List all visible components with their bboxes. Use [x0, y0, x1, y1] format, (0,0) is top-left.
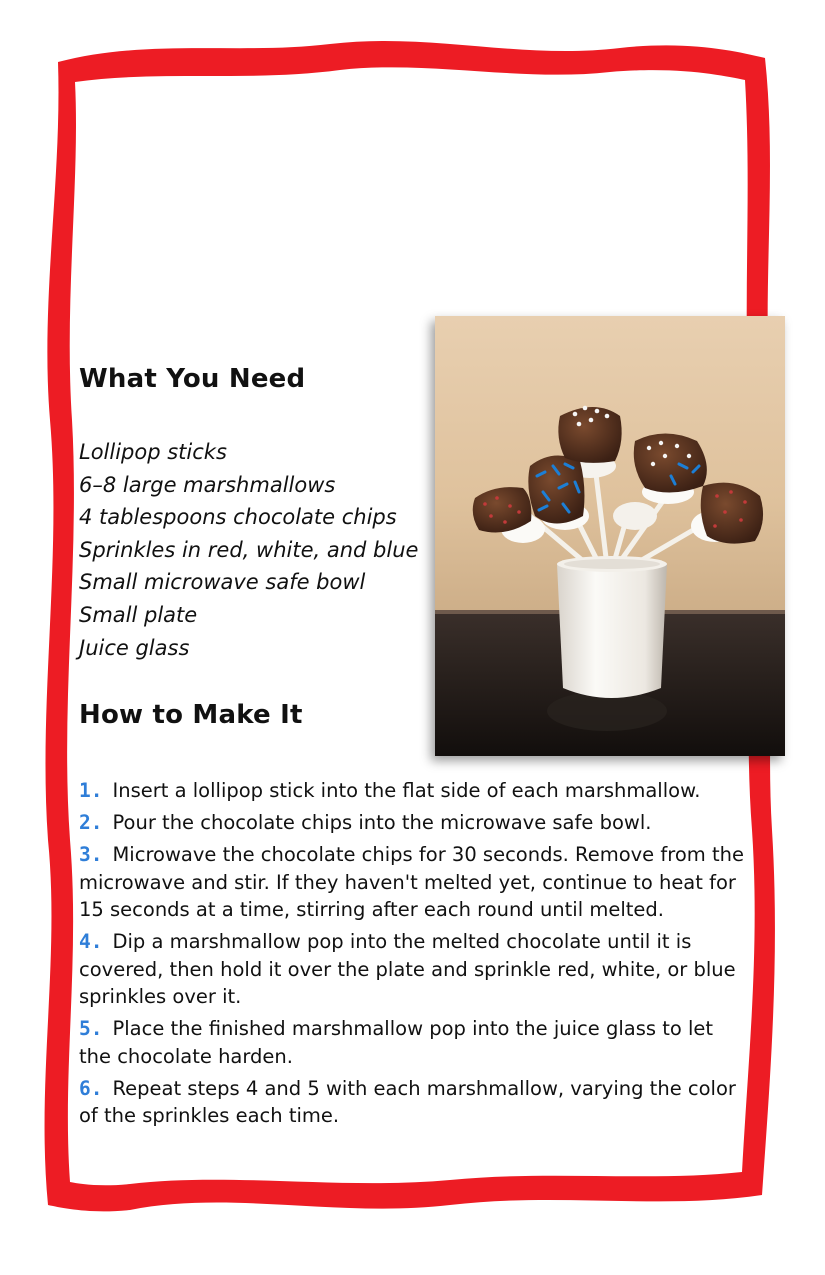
marshmallow-pops-illustration [435, 316, 785, 756]
ingredient-item: Lollipop sticks [79, 440, 227, 464]
ingredient-item: Small plate [79, 602, 198, 627]
step-item [79, 809, 744, 837]
what-you-need-heading: What You Need [79, 364, 306, 394]
step-number: 2. [79, 811, 103, 834]
step-number: 6. [79, 1076, 103, 1100]
step-item [79, 1015, 744, 1070]
step-text: Pour the chocolate chips into the microwave safe bowl. [112, 811, 652, 834]
steps-list [79, 777, 744, 1134]
step-text: Dip a marshmallow pop into the melted chocolate until it is covered, then hold it over the plate and sprinkle red, white, or blue sprinkles over it. [79, 930, 736, 1008]
step-number: 3. [79, 843, 103, 866]
step-text: Repeat steps 4 and 5 with each marshmallow, varying the color of the sprinkles each time. [79, 1076, 736, 1127]
step-text: Place the finished marshmallow pop into the juice glass to let the chocolate harden. [79, 1017, 714, 1068]
ingredients-list [79, 436, 418, 664]
ingredient-item: 4 tablespoons chocolate chips [79, 505, 397, 530]
step-number: 1. [79, 779, 103, 802]
step-item [79, 777, 744, 805]
ingredient-item: Sprinkles in red, white, and blue [79, 537, 419, 562]
ingredient-item: 6–8 large marshmallows [79, 472, 336, 497]
step-number: 5. [79, 1017, 103, 1040]
step-item [79, 841, 744, 924]
step-text: Insert a lollipop stick into the flat side of each marshmallow. [112, 779, 701, 802]
step-number: 4. [79, 930, 103, 953]
ingredient-item: Small microwave safe bowl [79, 570, 366, 595]
how-to-make-it-heading: How to Make It [79, 700, 303, 730]
step-text: Microwave the chocolate chips for 30 seconds. Remove from the microwave and stir. If they haven't melted yet, continue to heat for 15 seconds at a time, stirring after each round until melted. [79, 843, 744, 921]
step-item [79, 928, 744, 1011]
marshmallow-pops-photo [435, 316, 785, 756]
step-item [79, 1075, 744, 1130]
ingredient-item: Juice glass [79, 635, 190, 660]
